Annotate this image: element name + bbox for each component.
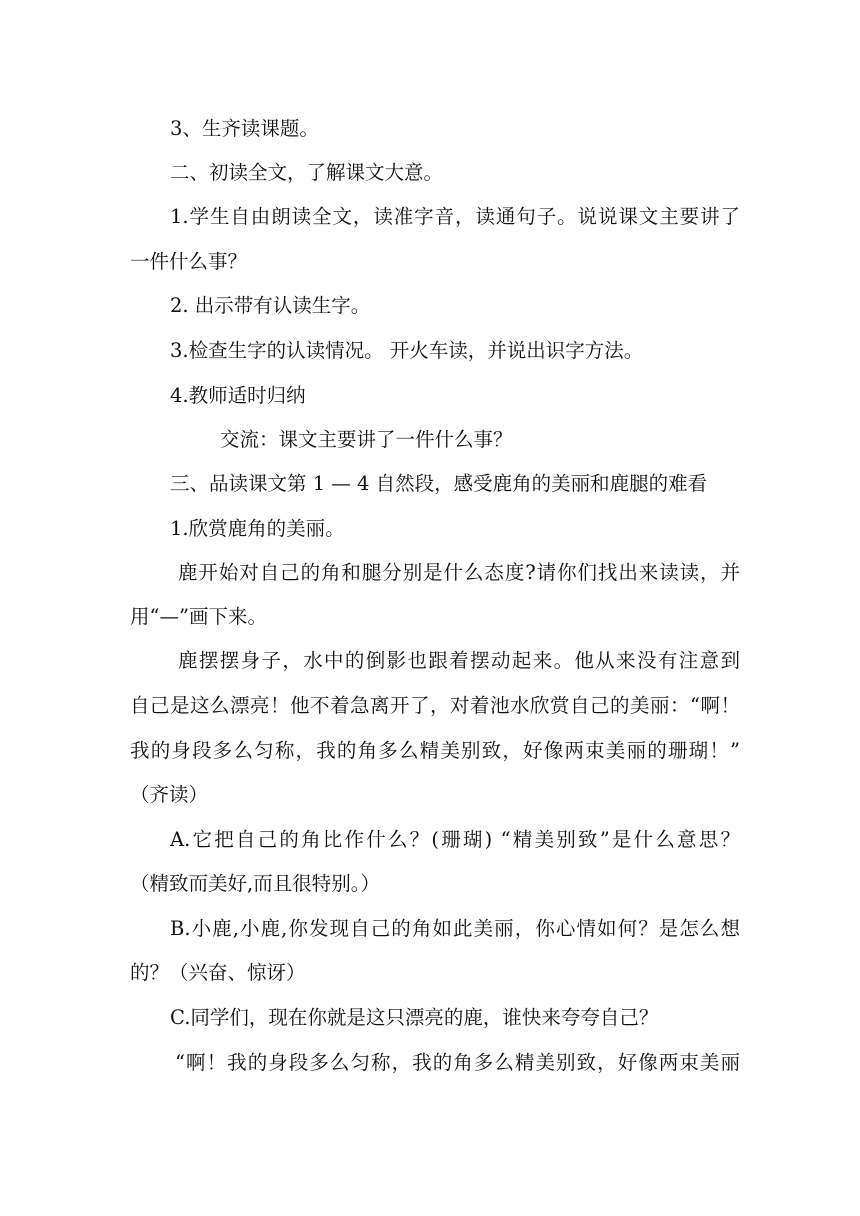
quote-repeat-line: “啊！我的身段多么匀称，我的角多么精美别致，好像两束美丽 [175,1051,740,1074]
read-together-note: （齐读） [130,783,209,806]
item-3: 3.检查生字的认读情况。 开火车读，并说出识字方法。 [170,339,644,362]
text-quote-line-2: 自己是这么漂亮！他不着急离开了，对着池水欣赏自己的美丽：“啊！ [130,694,740,717]
question-a-line-1: A.它把自己的角比作什么？(珊瑚) “精美别致”是什么意思？ [170,828,740,851]
question-c: C.同学们，现在你就是这只漂亮的鹿，谁快来夸夸自己？ [170,1006,659,1029]
exchange-question: 交流：课文主要讲了一件什么事？ [220,428,513,451]
question-a-line-2: （精致而美好,而且很特别。） [130,872,380,895]
step-3-read-title: 3、生齐读课题。 [170,117,319,140]
text-quote-line-3: 我的身段多么匀称，我的角多么精美别致，好像两束美丽的珊瑚！” [130,739,740,762]
question-b-line-2: 的？（兴奋、惊讶） [130,961,306,984]
item-2: 2. 出示带有认读生字。 [170,294,371,317]
text-quote-line-1: 鹿摆摆身子，水中的倒影也跟着摆动起来。他从来没有注意到 [178,649,740,672]
section-3-heading: 三、品读课文第 1 — 4 自然段，感受鹿角的美丽和鹿腿的难看 [170,472,708,495]
item-4: 4.教师适时归纳 [170,384,306,407]
item-1-line-1: 1.学生自由朗读全文，读准字音，读通句子。说说课文主要讲了 [170,205,740,228]
question-b-line-1: B.小鹿,小鹿,你发现自己的角如此美丽，你心情如何？是怎么想 [170,917,740,940]
item-1-line-2: 一件什么事？ [130,250,248,273]
question-line-2: 用“—”画下来。 [130,605,267,628]
question-line-1: 鹿开始对自己的角和腿分别是什么态度?请你们找出来读读，并 [178,561,740,584]
subsection-1-heading: 1.欣赏鹿角的美丽。 [170,517,345,540]
section-2-heading: 二、初读全文，了解课文大意。 [170,161,444,184]
